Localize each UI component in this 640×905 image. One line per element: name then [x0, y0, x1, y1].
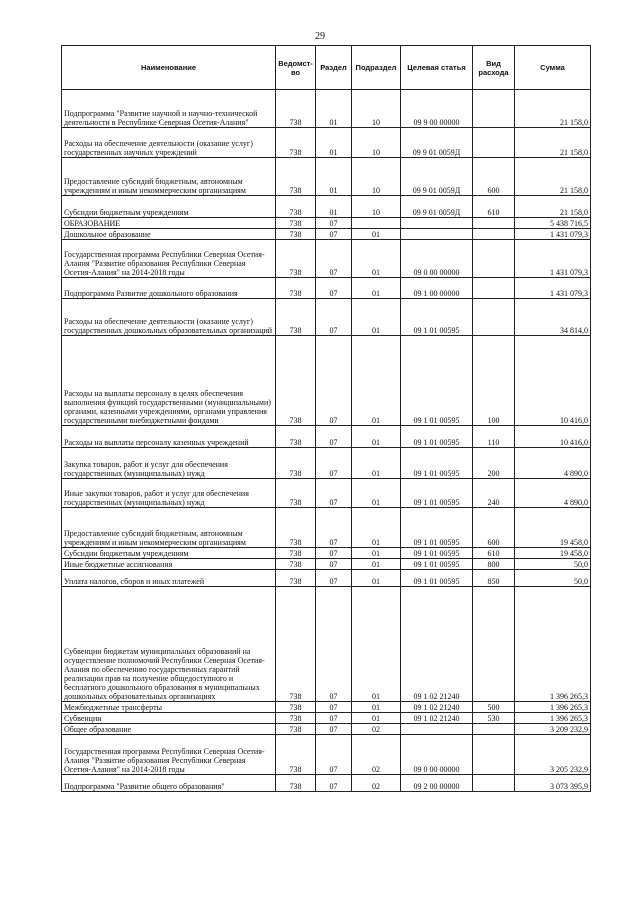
row-sum: 1 396 265,3 — [515, 713, 591, 724]
row-expense-kind — [473, 240, 515, 278]
row-section: 07 — [316, 775, 352, 792]
row-expense-kind — [473, 587, 515, 702]
row-name: Предоставление субсидий бюджетным, автономным учреждениям и иным некоммерческим организациям — [62, 508, 276, 548]
table-header-row — [62, 46, 591, 90]
row-sum: 4 890,0 — [515, 448, 591, 479]
row-section: 07 — [316, 240, 352, 278]
row-department: 738 — [276, 548, 316, 559]
column-header-sum: Сумма — [515, 46, 591, 90]
row-expense-kind: 110 — [473, 426, 515, 448]
row-target-article: 09 1 01 00595 — [401, 508, 473, 548]
row-target-article — [401, 229, 473, 240]
table-row — [62, 587, 591, 702]
row-target-article — [401, 724, 473, 735]
row-name: Государственная программа Республики Северная Осетия-Алания "Развитие образования Республики Северная Осетия-Алания" на 2014-2018 годы — [62, 735, 276, 775]
row-target-article: 09 1 02 21240 — [401, 587, 473, 702]
row-subsection: 01 — [352, 336, 401, 426]
row-target-article: 09 1 00 00000 — [401, 278, 473, 299]
row-section: 07 — [316, 336, 352, 426]
row-target-article: 09 1 01 00595 — [401, 299, 473, 336]
row-section: 07 — [316, 570, 352, 587]
row-department: 738 — [276, 278, 316, 299]
row-expense-kind — [473, 735, 515, 775]
row-subsection: 10 — [352, 158, 401, 196]
row-section: 07 — [316, 735, 352, 775]
row-target-article: 09 1 01 00595 — [401, 479, 473, 508]
row-expense-kind — [473, 90, 515, 128]
row-subsection: 02 — [352, 735, 401, 775]
row-subsection: 01 — [352, 570, 401, 587]
row-sum: 5 438 716,5 — [515, 218, 591, 229]
row-expense-kind: 610 — [473, 548, 515, 559]
row-subsection: 01 — [352, 713, 401, 724]
table-row — [62, 336, 591, 426]
row-expense-kind — [473, 278, 515, 299]
row-section: 07 — [316, 508, 352, 548]
row-sum: 19 458,0 — [515, 548, 591, 559]
row-section: 07 — [316, 448, 352, 479]
row-name: Иные бюджетные ассигнования — [62, 559, 276, 570]
row-sum: 10 416,0 — [515, 426, 591, 448]
row-expense-kind: 240 — [473, 479, 515, 508]
column-header-target-article: Целевая статья — [401, 46, 473, 90]
row-target-article: 09 1 01 00595 — [401, 336, 473, 426]
row-subsection — [352, 218, 401, 229]
row-subsection: 02 — [352, 724, 401, 735]
table-row — [62, 426, 591, 448]
row-subsection: 01 — [352, 587, 401, 702]
row-department: 738 — [276, 735, 316, 775]
row-expense-kind — [473, 128, 515, 158]
row-sum: 50,0 — [515, 570, 591, 587]
table-row — [62, 724, 591, 735]
row-name: Закупка товаров, работ и услуг для обеспечения государственных (муниципальных) нужд — [62, 448, 276, 479]
row-name: Субвенции — [62, 713, 276, 724]
row-target-article: 09 9 01 0059Д — [401, 158, 473, 196]
row-department: 738 — [276, 229, 316, 240]
row-department: 738 — [276, 587, 316, 702]
row-target-article: 09 9 01 0059Д — [401, 196, 473, 218]
row-target-article: 09 1 01 00595 — [401, 448, 473, 479]
table-row — [62, 735, 591, 775]
row-section: 07 — [316, 479, 352, 508]
row-name: Межбюджетные трансферты — [62, 702, 276, 713]
row-name: Общее образование — [62, 724, 276, 735]
column-header-section: Раздел — [316, 46, 352, 90]
table-row — [62, 559, 591, 570]
row-section: 07 — [316, 426, 352, 448]
row-target-article: 09 1 01 00595 — [401, 570, 473, 587]
row-department: 738 — [276, 713, 316, 724]
row-expense-kind: 600 — [473, 508, 515, 548]
row-expense-kind: 500 — [473, 702, 515, 713]
row-department: 738 — [276, 559, 316, 570]
row-sum: 3 205 232,9 — [515, 735, 591, 775]
row-expense-kind — [473, 299, 515, 336]
row-subsection: 02 — [352, 775, 401, 792]
budget-table — [61, 45, 591, 792]
row-expense-kind: 530 — [473, 713, 515, 724]
row-section: 01 — [316, 196, 352, 218]
row-department: 738 — [276, 299, 316, 336]
row-sum: 21 158,0 — [515, 128, 591, 158]
row-expense-kind — [473, 229, 515, 240]
row-expense-kind — [473, 218, 515, 229]
row-subsection: 10 — [352, 196, 401, 218]
row-name: Расходы на обеспечение деятельности (оказание услуг) государственных дошкольных образовательных организаций — [62, 299, 276, 336]
row-section: 07 — [316, 724, 352, 735]
row-section: 07 — [316, 548, 352, 559]
row-name: Подпрограмма "Развитие общего образования" — [62, 775, 276, 792]
row-subsection: 01 — [352, 479, 401, 508]
row-subsection: 01 — [352, 448, 401, 479]
row-section: 07 — [316, 702, 352, 713]
row-sum: 10 416,0 — [515, 336, 591, 426]
row-department: 738 — [276, 508, 316, 548]
row-department: 738 — [276, 218, 316, 229]
table-row — [62, 128, 591, 158]
row-name: Дошкольное образование — [62, 229, 276, 240]
row-sum: 21 158,0 — [515, 196, 591, 218]
row-expense-kind: 800 — [473, 559, 515, 570]
row-subsection: 01 — [352, 299, 401, 336]
row-expense-kind: 610 — [473, 196, 515, 218]
table-row — [62, 713, 591, 724]
row-department: 738 — [276, 196, 316, 218]
row-name: Подпрограмма Развитие дошкольного образования — [62, 278, 276, 299]
row-sum: 50,0 — [515, 559, 591, 570]
table-row — [62, 90, 591, 128]
row-target-article: 09 1 01 00595 — [401, 426, 473, 448]
row-expense-kind: 850 — [473, 570, 515, 587]
row-subsection: 01 — [352, 229, 401, 240]
row-expense-kind: 600 — [473, 158, 515, 196]
row-name: Уплата налогов, сборов и иных платежей — [62, 570, 276, 587]
row-department: 738 — [276, 702, 316, 713]
row-name: Подпрограмма "Развитие научной и научно-технической деятельности в Республике Северная Осетия-Алания" — [62, 90, 276, 128]
row-department: 738 — [276, 128, 316, 158]
row-section: 07 — [316, 218, 352, 229]
row-sum: 3 073 395,9 — [515, 775, 591, 792]
row-target-article: 09 0 00 00000 — [401, 735, 473, 775]
row-name: Иные закупки товаров, работ и услуг для обеспечения государственных (муниципальных) нужд — [62, 479, 276, 508]
row-sum: 1 431 079,3 — [515, 240, 591, 278]
table-row — [62, 196, 591, 218]
row-subsection: 01 — [352, 702, 401, 713]
row-name: Расходы на выплаты персоналу казенных учреждений — [62, 426, 276, 448]
row-subsection: 01 — [352, 278, 401, 299]
row-expense-kind: 200 — [473, 448, 515, 479]
row-name: Субсидии бюджетным учреждениям — [62, 548, 276, 559]
page-number: 29 — [315, 31, 325, 42]
table-row — [62, 240, 591, 278]
row-subsection: 01 — [352, 548, 401, 559]
row-subsection: 10 — [352, 90, 401, 128]
row-subsection: 10 — [352, 128, 401, 158]
row-subsection: 01 — [352, 426, 401, 448]
row-name: Государственная программа Республики Северная Осетия-Алания "Развитие образования Республики Северная Осетия-Алания" на 2014-2018 годы — [62, 240, 276, 278]
row-department: 738 — [276, 479, 316, 508]
row-sum: 1 396 265,3 — [515, 587, 591, 702]
row-expense-kind — [473, 775, 515, 792]
row-sum: 3 209 232,9 — [515, 724, 591, 735]
table-row — [62, 479, 591, 508]
row-department: 738 — [276, 775, 316, 792]
row-section: 01 — [316, 158, 352, 196]
row-target-article: 09 1 02 21240 — [401, 713, 473, 724]
table-row — [62, 299, 591, 336]
row-target-article: 09 9 00 00000 — [401, 90, 473, 128]
row-name: Субсидии бюджетным учреждениям — [62, 196, 276, 218]
row-section: 07 — [316, 587, 352, 702]
row-department: 738 — [276, 448, 316, 479]
row-expense-kind — [473, 724, 515, 735]
table-row — [62, 702, 591, 713]
row-target-article: 09 9 01 0059Д — [401, 128, 473, 158]
row-target-article: 09 1 01 00595 — [401, 559, 473, 570]
row-subsection: 01 — [352, 240, 401, 278]
row-section: 07 — [316, 299, 352, 336]
column-header-name: Наименование — [62, 46, 276, 90]
row-department: 738 — [276, 158, 316, 196]
row-sum: 21 158,0 — [515, 158, 591, 196]
row-section: 01 — [316, 128, 352, 158]
row-sum: 1 431 079,3 — [515, 278, 591, 299]
row-subsection: 01 — [352, 559, 401, 570]
row-department: 738 — [276, 336, 316, 426]
table-row — [62, 158, 591, 196]
row-target-article: 09 1 01 00595 — [401, 548, 473, 559]
row-expense-kind: 100 — [473, 336, 515, 426]
table-row — [62, 775, 591, 792]
table-row — [62, 278, 591, 299]
row-department: 738 — [276, 724, 316, 735]
row-name: ОБРАЗОВАНИЕ — [62, 218, 276, 229]
row-department: 738 — [276, 570, 316, 587]
row-name: Субвенции бюджетам муниципальных образований на осуществление полномочий Республики Северная Осетия-Алания по обеспечению государственных гарантий реализации прав на получение общедоступного и бесплатного дошкольного образования в муниципальных дошкольных образовательных организациях — [62, 587, 276, 702]
row-name: Расходы на обеспечение деятельности (оказание услуг) государственных научных учреждений — [62, 128, 276, 158]
column-header-expense-kind: Вид расхода — [473, 46, 515, 90]
row-section: 07 — [316, 713, 352, 724]
table-row — [62, 508, 591, 548]
row-section: 01 — [316, 90, 352, 128]
row-target-article: 09 1 02 21240 — [401, 702, 473, 713]
row-sum: 21 158,0 — [515, 90, 591, 128]
row-subsection: 01 — [352, 508, 401, 548]
row-target-article: 09 2 00 00000 — [401, 775, 473, 792]
column-header-department: Ведомст-во — [276, 46, 316, 90]
row-target-article — [401, 218, 473, 229]
row-sum: 19 458,0 — [515, 508, 591, 548]
row-section: 07 — [316, 559, 352, 570]
row-name: Предоставление субсидий бюджетным, автономным учреждениям и иным некоммерческим организациям — [62, 158, 276, 196]
row-department: 738 — [276, 426, 316, 448]
row-department: 738 — [276, 240, 316, 278]
column-header-subsection: Подраздел — [352, 46, 401, 90]
row-department: 738 — [276, 90, 316, 128]
row-sum: 4 890,0 — [515, 479, 591, 508]
row-sum: 1 431 079,3 — [515, 229, 591, 240]
row-sum: 34 814,0 — [515, 299, 591, 336]
table-row — [62, 229, 591, 240]
row-section: 07 — [316, 229, 352, 240]
table-row — [62, 570, 591, 587]
row-sum: 1 396 265,3 — [515, 702, 591, 713]
table-row — [62, 448, 591, 479]
table-row — [62, 548, 591, 559]
row-section: 07 — [316, 278, 352, 299]
row-target-article: 09 0 00 00000 — [401, 240, 473, 278]
row-name: Расходы на выплаты персоналу в целях обеспечения выполнения функций государственными (муниципальными) органами, казенными учреждениями, органами управления государственными внебюджетными фондами — [62, 336, 276, 426]
table-row — [62, 218, 591, 229]
